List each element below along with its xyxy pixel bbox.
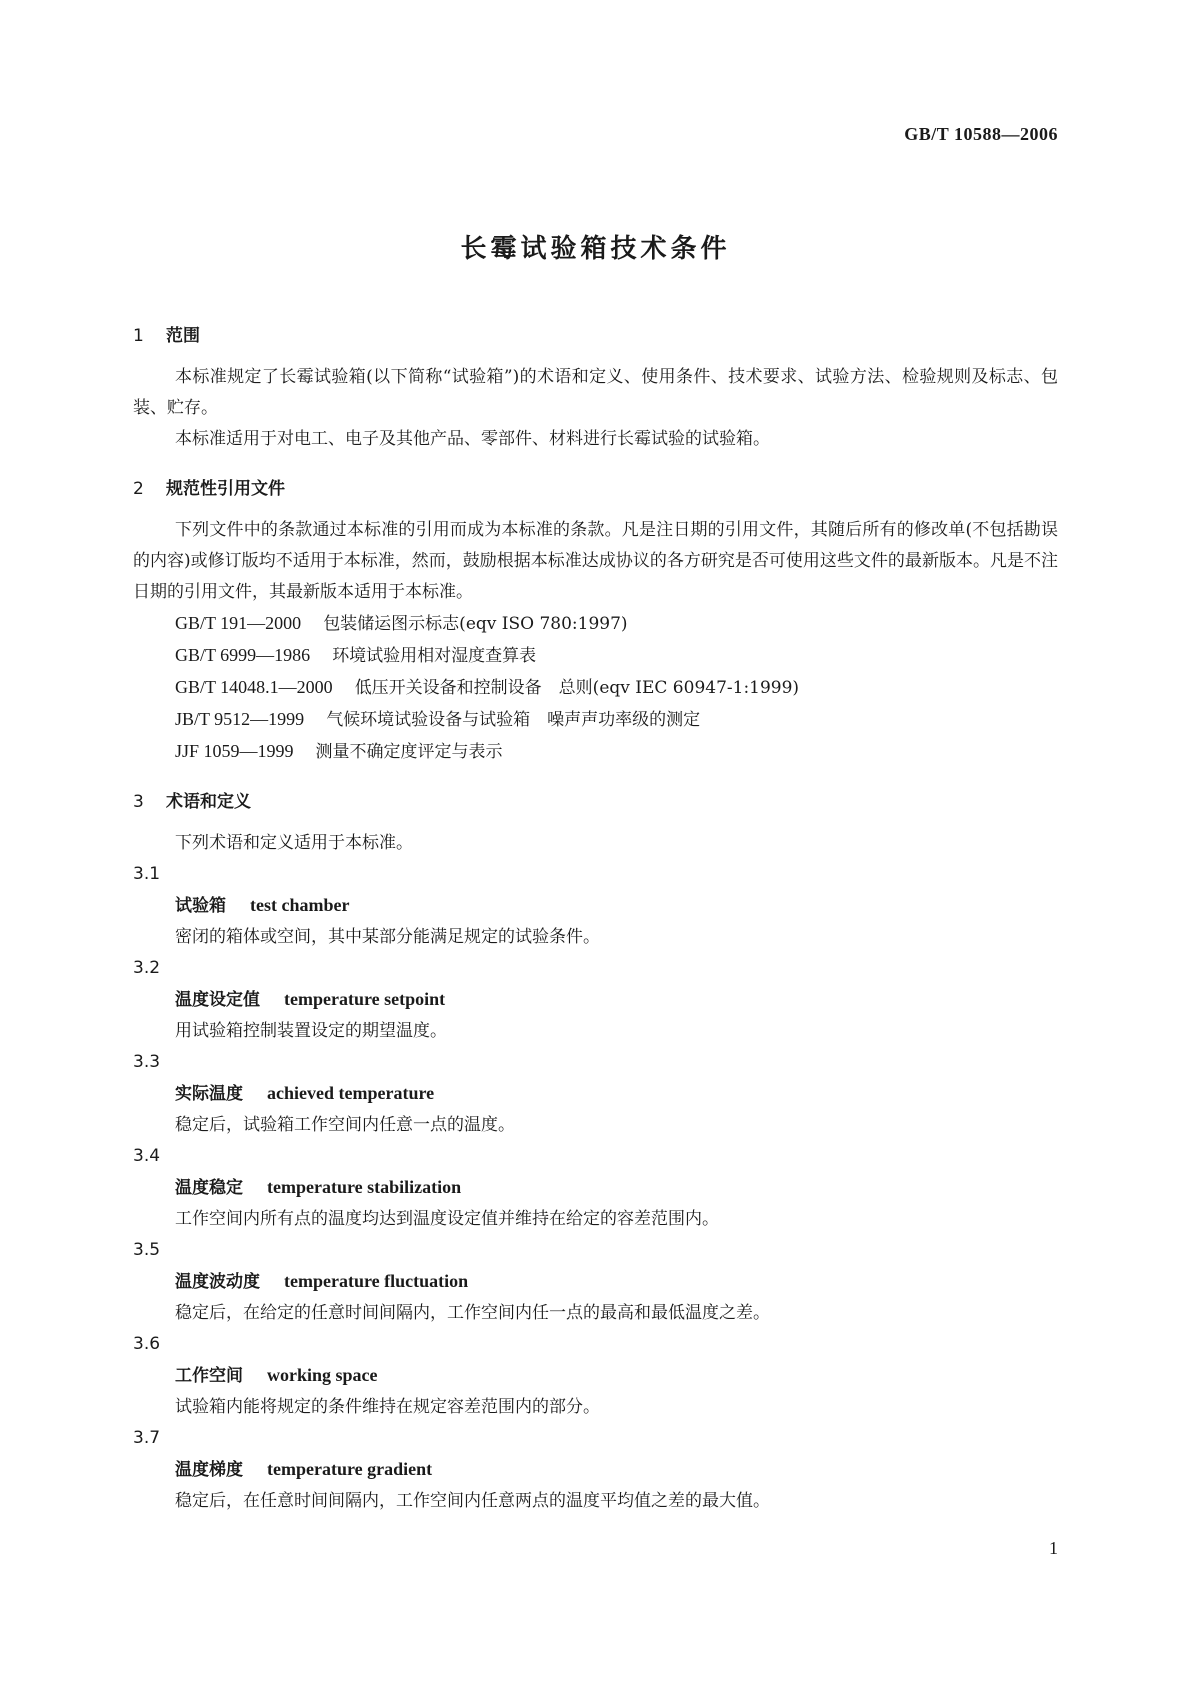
term-entry <box>133 1078 1058 1110</box>
reference-item <box>133 736 1058 768</box>
term-entry <box>133 1172 1058 1204</box>
clause-number: 3.7 <box>133 1428 161 1448</box>
term-definition: 稳定后，在任意时间间隔内，工作空间内任意两点的温度平均值之差的最大值。 <box>175 1491 770 1511</box>
term-chinese: 温度稳定 <box>175 1178 243 1198</box>
reference-item <box>133 640 1058 672</box>
section-heading-2 <box>133 475 1058 515</box>
document-body <box>133 322 1058 1517</box>
section-number: 1 <box>133 326 144 346</box>
term-english: test chamber <box>250 895 350 915</box>
paragraph: 下列文件中的条款通过本标准的引用而成为本标准的条款。凡是注日期的引用文件，其随后所有的修改单(不包括勘误的内容)或修订版均不适用于本标准，然而，鼓励根据本标准达成协议的各方研究是否可使用这些文件的最新版本。凡是不注日期的引用文件，其最新版本适用于本标准。 <box>133 520 1058 602</box>
reference-title: 包装储运图示标志(eqv ISO 780:1997) <box>323 614 628 634</box>
reference-title: 气候环境试验设备与试验箱 噪声声功率级的测定 <box>326 710 701 730</box>
section-number: 3 <box>133 792 144 812</box>
section-heading-3 <box>133 788 1058 828</box>
document-title: 长霉试验箱技术条件 <box>460 234 731 264</box>
reference-item <box>133 608 1058 640</box>
reference-title: 低压开关设备和控制设备 总则(eqv IEC 60947-1:1999) <box>354 678 800 698</box>
term-chinese: 温度梯度 <box>175 1460 243 1480</box>
term-entry <box>133 1360 1058 1392</box>
paragraph: 下列术语和定义适用于本标准。 <box>175 833 413 853</box>
term-definition: 密闭的箱体或空间，其中某部分能满足规定的试验条件。 <box>175 927 600 947</box>
reference-code: JJF 1059—1999 <box>175 741 294 761</box>
term-english: temperature setpoint <box>284 989 446 1009</box>
term-english: temperature fluctuation <box>284 1271 469 1291</box>
reference-code: GB/T 191—2000 <box>175 613 302 633</box>
term-chinese: 实际温度 <box>175 1084 243 1104</box>
term-english: temperature stabilization <box>267 1177 462 1197</box>
paragraph: 本标准规定了长霉试验箱(以下简称“试验箱”)的术语和定义、使用条件、技术要求、试验方法、检验规则及标志、包装、贮存。 <box>133 367 1058 418</box>
reference-code: JB/T 9512—1999 <box>175 709 305 729</box>
term-definition: 稳定后，在给定的任意时间间隔内，工作空间内任一点的最高和最低温度之差。 <box>175 1303 770 1323</box>
term-english: temperature gradient <box>267 1459 433 1479</box>
standard-code: GB/T 10588—2006 <box>904 124 1058 144</box>
paragraph: 本标准适用于对电工、电子及其他产品、零部件、材料进行长霉试验的试验箱。 <box>175 429 770 449</box>
term-definition: 稳定后，试验箱工作空间内任意一点的温度。 <box>175 1115 515 1135</box>
term-definition: 工作空间内所有点的温度均达到温度设定值并维持在给定的容差范围内。 <box>175 1209 719 1229</box>
term-chinese: 温度波动度 <box>175 1272 260 1292</box>
term-chinese: 温度设定值 <box>175 990 260 1010</box>
section-title: 范围 <box>166 326 200 346</box>
term-chinese: 工作空间 <box>175 1366 243 1386</box>
section-title: 规范性引用文件 <box>166 479 285 499</box>
section-title: 术语和定义 <box>166 792 251 812</box>
term-entry <box>133 1454 1058 1486</box>
term-definition: 试验箱内能将规定的条件维持在规定容差范围内的部分。 <box>175 1397 600 1417</box>
reference-code: GB/T 6999—1986 <box>175 645 311 665</box>
reference-title: 测量不确定度评定与表示 <box>315 742 503 762</box>
clause-number: 3.5 <box>133 1240 161 1260</box>
reference-item <box>133 704 1058 736</box>
page-number: 1 <box>1049 1538 1058 1558</box>
term-chinese: 试验箱 <box>175 896 226 916</box>
term-english: achieved temperature <box>267 1083 435 1103</box>
clause-number: 3.1 <box>133 864 161 884</box>
reference-code: GB/T 14048.1—2000 <box>175 677 333 697</box>
section-heading-1 <box>133 322 1058 362</box>
clause-number: 3.2 <box>133 958 161 978</box>
clause-number: 3.6 <box>133 1334 161 1354</box>
clause-number: 3.3 <box>133 1052 161 1072</box>
reference-item <box>133 672 1058 704</box>
term-english: working space <box>267 1365 378 1385</box>
clause-number: 3.4 <box>133 1146 161 1166</box>
term-definition: 用试验箱控制装置设定的期望温度。 <box>175 1021 447 1041</box>
term-entry <box>133 984 1058 1016</box>
section-number: 2 <box>133 479 144 499</box>
term-entry <box>133 890 1058 922</box>
term-entry <box>133 1266 1058 1298</box>
reference-title: 环境试验用相对湿度查算表 <box>332 646 537 666</box>
